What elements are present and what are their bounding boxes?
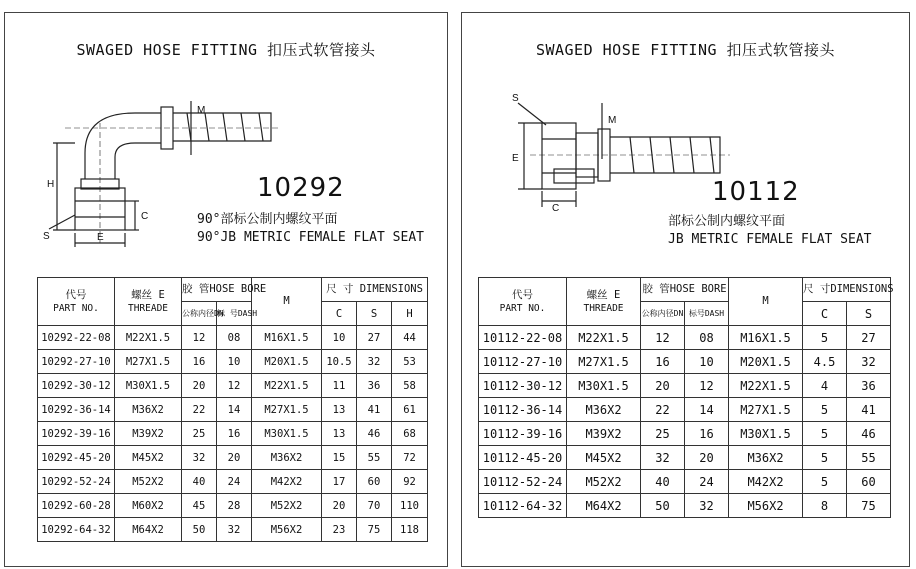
cell-dash: 28 [217, 494, 252, 518]
cell-dn: 16 [641, 350, 685, 374]
cell-c: 5 [803, 446, 847, 470]
cell-m: M27X1.5 [252, 398, 322, 422]
cell-dn: 32 [641, 446, 685, 470]
cell-c: 8 [803, 494, 847, 518]
cell-s: 32 [847, 350, 891, 374]
left-header-dn: 公称内径DN [182, 302, 217, 326]
cell-dash: 20 [685, 446, 729, 470]
cell-dash: 32 [685, 494, 729, 518]
cell-dash: 12 [217, 374, 252, 398]
cell-c: 13 [322, 422, 357, 446]
table-row [38, 446, 428, 470]
cell-dn: 25 [182, 422, 217, 446]
cell-thread: M45X2 [115, 446, 182, 470]
cell-s: 60 [847, 470, 891, 494]
cell-part: 10112-45-20 [479, 446, 567, 470]
cell-dn: 40 [182, 470, 217, 494]
cell-dash: 12 [685, 374, 729, 398]
cell-dash: 10 [685, 350, 729, 374]
cell-part: 10112-39-16 [479, 422, 567, 446]
right-header-m: M [729, 278, 803, 326]
cell-m: M27X1.5 [729, 398, 803, 422]
cell-m: M20X1.5 [729, 350, 803, 374]
cell-part: 10292-39-16 [38, 422, 115, 446]
cell-dash: 16 [217, 422, 252, 446]
cell-m: M30X1.5 [252, 422, 322, 446]
cell-s: 27 [847, 326, 891, 350]
table-row [479, 350, 891, 374]
cell-s: 70 [357, 494, 392, 518]
cell-m: M16X1.5 [729, 326, 803, 350]
cell-m: M56X2 [252, 518, 322, 542]
cell-thread: M39X2 [115, 422, 182, 446]
cell-h: 44 [392, 326, 428, 350]
cell-h: 58 [392, 374, 428, 398]
cell-thread: M52X2 [115, 470, 182, 494]
cell-c: 4.5 [803, 350, 847, 374]
cell-c: 5 [803, 326, 847, 350]
right-part-code: 10112 [712, 177, 800, 207]
left-header-thread: 螺丝 E THREADE [115, 278, 182, 326]
cell-thread: M36X2 [567, 398, 641, 422]
cell-c: 4 [803, 374, 847, 398]
right-title: SWAGED HOSE FITTING 扣压式软管接头 [535, 41, 836, 59]
table-row [38, 374, 428, 398]
cell-dash: 14 [685, 398, 729, 422]
right-header-part: 代号 PART NO. [479, 278, 567, 326]
cell-s: 36 [847, 374, 891, 398]
cell-thread: M64X2 [115, 518, 182, 542]
right-label-m: M [608, 115, 617, 126]
cell-part: 10292-30-12 [38, 374, 115, 398]
cell-part: 10112-22-08 [479, 326, 567, 350]
left-label-m: M [197, 105, 206, 116]
table-row [479, 398, 891, 422]
cell-dn: 50 [641, 494, 685, 518]
right-label-e: E [512, 153, 519, 164]
right-spec-table [478, 277, 894, 518]
cell-m: M22X1.5 [252, 374, 322, 398]
left-catalog-panel [4, 12, 448, 567]
cell-thread: M27X1.5 [115, 350, 182, 374]
table-row [479, 446, 891, 470]
cell-part: 10292-27-10 [38, 350, 115, 374]
left-header-h: H [392, 302, 428, 326]
left-header-hose: 胶 管HOSE BORE [182, 278, 252, 302]
cell-dash: 32 [217, 518, 252, 542]
right-label-s: S [512, 93, 519, 104]
cell-part: 10112-30-12 [479, 374, 567, 398]
cell-dash: 20 [217, 446, 252, 470]
cell-s: 41 [357, 398, 392, 422]
right-straight-fitting-drawing [506, 83, 736, 213]
left-header-m: M [252, 278, 322, 326]
cell-part: 10112-52-24 [479, 470, 567, 494]
table-row [479, 470, 891, 494]
cell-s: 46 [357, 422, 392, 446]
cell-s: 32 [357, 350, 392, 374]
cell-dn: 12 [641, 326, 685, 350]
cell-h: 61 [392, 398, 428, 422]
cell-dn: 32 [182, 446, 217, 470]
left-label-c: C [141, 211, 149, 222]
cell-part: 10292-64-32 [38, 518, 115, 542]
right-header-thread: 螺丝 E THREADE [567, 278, 641, 326]
cell-thread: M64X2 [567, 494, 641, 518]
cell-c: 15 [322, 446, 357, 470]
table-row [38, 350, 428, 374]
cell-s: 41 [847, 398, 891, 422]
cell-part: 10292-36-14 [38, 398, 115, 422]
cell-s: 75 [847, 494, 891, 518]
cell-dn: 20 [641, 374, 685, 398]
cell-h: 118 [392, 518, 428, 542]
left-label-s: S [43, 231, 50, 242]
table-row [479, 494, 891, 518]
cell-s: 27 [357, 326, 392, 350]
cell-c: 11 [322, 374, 357, 398]
cell-m: M20X1.5 [252, 350, 322, 374]
cell-s: 60 [357, 470, 392, 494]
left-title: SWAGED HOSE FITTING 扣压式软管接头 [76, 41, 376, 59]
cell-thread: M30X1.5 [115, 374, 182, 398]
cell-dn: 40 [641, 470, 685, 494]
table-row [38, 398, 428, 422]
table-row [38, 422, 428, 446]
left-header-s: S [357, 302, 392, 326]
left-header-part: 代号 PART NO. [38, 278, 115, 326]
left-header-dash: 标 号DASH [217, 302, 252, 326]
cell-part: 10292-45-20 [38, 446, 115, 470]
right-label-c: C [552, 203, 560, 214]
cell-dn: 45 [182, 494, 217, 518]
left-desc-cn: 90°部标公制内螺纹平面 [197, 212, 338, 227]
cell-m: M42X2 [252, 470, 322, 494]
cell-dn: 25 [641, 422, 685, 446]
cell-s: 46 [847, 422, 891, 446]
cell-thread: M52X2 [567, 470, 641, 494]
cell-h: 72 [392, 446, 428, 470]
cell-c: 13 [322, 398, 357, 422]
left-header-c: C [322, 302, 357, 326]
cell-m: M30X1.5 [729, 422, 803, 446]
right-header-dims: 尺 寸DIMENSIONS [803, 278, 891, 302]
cell-dn: 16 [182, 350, 217, 374]
cell-m: M22X1.5 [729, 374, 803, 398]
cell-thread: M36X2 [115, 398, 182, 422]
cell-part: 10292-60-28 [38, 494, 115, 518]
left-label-e: E [97, 232, 104, 243]
left-desc-en: 90°JB METRIC FEMALE FLAT SEAT [197, 230, 424, 245]
cell-s: 36 [357, 374, 392, 398]
right-header-hose: 胶 管HOSE BORE [641, 278, 729, 302]
cell-thread: M45X2 [567, 446, 641, 470]
cell-dash: 08 [685, 326, 729, 350]
cell-thread: M22X1.5 [567, 326, 641, 350]
cell-dash: 14 [217, 398, 252, 422]
cell-part: 10112-64-32 [479, 494, 567, 518]
cell-part: 10292-52-24 [38, 470, 115, 494]
cell-c: 17 [322, 470, 357, 494]
right-header-s: S [847, 302, 891, 326]
cell-dash: 24 [685, 470, 729, 494]
cell-m: M36X2 [729, 446, 803, 470]
cell-h: 92 [392, 470, 428, 494]
right-hex-nut [542, 123, 576, 189]
cell-s: 55 [357, 446, 392, 470]
table-row [38, 326, 428, 350]
cell-c: 5 [803, 398, 847, 422]
left-header-dims: 尺 寸 DIMENSIONS [322, 278, 428, 302]
right-desc-cn: 部标公制内螺纹平面 [668, 214, 786, 229]
right-header-c: C [803, 302, 847, 326]
cell-h: 53 [392, 350, 428, 374]
cell-h: 110 [392, 494, 428, 518]
cell-m: M42X2 [729, 470, 803, 494]
right-desc-en: JB METRIC FEMALE FLAT SEAT [668, 232, 872, 247]
cell-c: 23 [322, 518, 357, 542]
cell-c: 5 [803, 422, 847, 446]
right-catalog-panel [461, 12, 910, 567]
cell-dash: 16 [685, 422, 729, 446]
cell-c: 20 [322, 494, 357, 518]
table-row [38, 494, 428, 518]
cell-c: 10.5 [322, 350, 357, 374]
cell-thread: M60X2 [115, 494, 182, 518]
right-header-dash: 标号DASH [685, 302, 729, 326]
left-spec-table [37, 277, 428, 542]
cell-m: M52X2 [252, 494, 322, 518]
cell-thread: M30X1.5 [567, 374, 641, 398]
cell-c: 10 [322, 326, 357, 350]
table-row [479, 422, 891, 446]
cell-dn: 50 [182, 518, 217, 542]
cell-m: M36X2 [252, 446, 322, 470]
cell-c: 5 [803, 470, 847, 494]
table-row [38, 470, 428, 494]
table-row [479, 374, 891, 398]
cell-part: 10112-27-10 [479, 350, 567, 374]
cell-h: 68 [392, 422, 428, 446]
cell-thread: M27X1.5 [567, 350, 641, 374]
cell-m: M56X2 [729, 494, 803, 518]
cell-dash: 10 [217, 350, 252, 374]
cell-s: 55 [847, 446, 891, 470]
cell-thread: M22X1.5 [115, 326, 182, 350]
cell-thread: M39X2 [567, 422, 641, 446]
cell-dn: 20 [182, 374, 217, 398]
table-row [479, 326, 891, 350]
cell-dn: 22 [641, 398, 685, 422]
cell-dn: 22 [182, 398, 217, 422]
cell-dn: 12 [182, 326, 217, 350]
cell-m: M16X1.5 [252, 326, 322, 350]
cell-s: 75 [357, 518, 392, 542]
left-part-code: 10292 [257, 173, 345, 203]
cell-part: 10292-22-08 [38, 326, 115, 350]
right-header-dn: 公称内径DN [641, 302, 685, 326]
cell-dash: 08 [217, 326, 252, 350]
cell-dash: 24 [217, 470, 252, 494]
table-row [38, 518, 428, 542]
cell-part: 10112-36-14 [479, 398, 567, 422]
left-label-h: H [47, 179, 55, 190]
